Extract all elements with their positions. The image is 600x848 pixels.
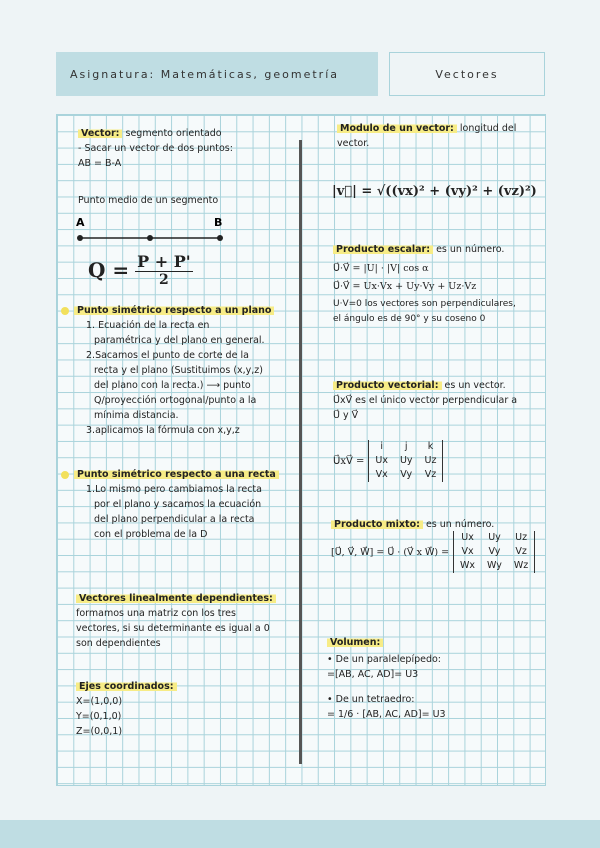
vector-line-2: AB = B-A (78, 158, 122, 169)
formula-lhs: Q = (88, 258, 130, 282)
volume-line: =[AB, AC, AD]= U3 (327, 669, 419, 680)
point-a-label: A (76, 216, 85, 229)
sym-line-line: del plano perpendicular a la recta (94, 514, 255, 525)
modulus-formula: |v⃗| = √((vx)² + (vy)² + (vz)²) (332, 184, 537, 199)
matrix-cell: Wz (513, 560, 529, 571)
dependent-line: vectores, si su determinante es igual a 0 (76, 623, 270, 634)
formula-denominator: 2 (159, 272, 169, 288)
sym-plane-line: recta y el plano (Sustituimos (x,y,z) (94, 365, 263, 376)
matrix-row (369, 454, 442, 468)
sym-line-title: Punto simétrico respecto a una recta (74, 469, 279, 480)
bullet-dot-plane (61, 307, 69, 315)
volume-line: • De un paralelepípedo: (327, 654, 441, 665)
sym-line-section (74, 467, 279, 542)
volume-title: Volumen: (327, 637, 383, 648)
column-divider (299, 140, 302, 764)
dot-title: Producto escalar: (333, 244, 433, 255)
mixed-title: Producto mixto: (331, 519, 423, 530)
modulus-title: Modulo de un vector: (337, 123, 457, 134)
volume-line: • De un tetraedro: (327, 694, 415, 705)
vector-line-1: - Sacar un vector de dos puntos: (78, 143, 233, 154)
matrix-row (454, 545, 534, 559)
subject-header (56, 52, 378, 96)
matrix-cell: Ux (375, 455, 388, 466)
cross-lhs: U⃗xV⃗ = (333, 455, 365, 467)
cross-product-section (333, 378, 517, 423)
matrix-row (369, 440, 442, 454)
mixed-formula (331, 531, 535, 573)
dependent-title: Vectores linealmente dependientes: (76, 593, 276, 604)
cross-formula (333, 440, 443, 482)
dot-line: U⃗·V⃗ = |U| · |V| cos α (333, 263, 429, 274)
dot-line: U·V=0 los vectores son perpendiculares, (333, 299, 516, 309)
topic-header (389, 52, 545, 96)
matrix-cell: Vy (488, 546, 501, 557)
cross-line: U⃗xV⃗ es el único vector perpendicular a (333, 395, 518, 406)
bottom-bar (0, 820, 600, 848)
cross-desc: es un vector. (444, 380, 506, 391)
sym-plane-line: 3.aplicamos la fórmula con x,y,z (86, 425, 240, 436)
matrix-cell: Vz (515, 546, 527, 557)
dot-line: el ángulo es de 90° y su coseno 0 (333, 314, 486, 324)
point-b-label: B (214, 216, 223, 229)
dot-desc: es un número. (436, 244, 505, 255)
vector-title: Vector: (78, 128, 122, 139)
matrix-row (454, 531, 534, 545)
vector-section (78, 126, 233, 171)
mixed-desc: es un número. (425, 519, 495, 530)
matrix-row (454, 559, 534, 573)
midpoint-label: Punto medio de un segmento (78, 195, 219, 206)
dot-line: U⃗·V⃗ = Ux·Vx + Uy·Vy + Uz·Vz (333, 281, 477, 292)
matrix-cell: Vy (400, 469, 413, 480)
sym-plane-line: paramétrica y del plano en general. (94, 335, 265, 346)
mixed-matrix (453, 531, 535, 573)
sym-plane-line: 1. Ecuación de la recta en (86, 320, 210, 331)
segment-diagram (74, 214, 234, 248)
sym-line-line: con el problema de la D (94, 529, 208, 540)
point-b (217, 235, 223, 241)
axes-line: Y=(0,1,0) (76, 711, 122, 722)
modulus-desc-2: vector. (337, 138, 370, 149)
sym-plane-title: Punto simétrico respecto a un plano (74, 305, 274, 316)
sym-line-line: por el plano y sacamos la ecuación (94, 499, 262, 510)
point-a (77, 235, 83, 241)
vector-desc: segmento orientado (125, 128, 222, 139)
matrix-cell: Vz (424, 469, 437, 480)
cross-line: U⃗ y V⃗ (333, 410, 359, 421)
matrix-cell: Wx (460, 560, 476, 571)
cross-matrix (368, 440, 443, 482)
mixed-lhs: [U⃗, V⃗, W⃗] = U⃗ · (V⃗ x W⃗) = (331, 546, 450, 558)
sym-plane-line: Q/proyección ortogonal/punto a la (94, 395, 257, 406)
matrix-cell: j (404, 441, 408, 452)
matrix-cell: Wy (487, 560, 502, 571)
matrix-cell: i (380, 441, 383, 452)
bullet-dot-line (61, 471, 69, 479)
matrix-cell: Uz (515, 532, 528, 543)
matrix-cell: Uy (399, 455, 413, 466)
matrix-cell: k (427, 441, 434, 452)
volume-section (327, 635, 446, 722)
modulus-desc: longitud del (459, 123, 517, 134)
modulus-section (337, 121, 516, 151)
midpoint (147, 235, 153, 241)
axes-line: X=(1,0,0) (76, 696, 123, 707)
formula-fraction (135, 252, 193, 288)
axes-section (76, 679, 177, 739)
mixed-product-section (331, 517, 494, 532)
dependent-section (76, 591, 276, 651)
matrix-row (369, 468, 442, 482)
matrix-cell: Vx (461, 546, 474, 557)
axes-title: Ejes coordinados: (76, 681, 177, 692)
topic-text: Vectores (435, 67, 499, 81)
matrix-cell: Ux (461, 532, 474, 543)
axes-line: Z=(0,0,1) (76, 726, 123, 737)
dot-product-section (333, 242, 516, 327)
volume-line: = 1/6 · [AB, AC, AD]= U3 (327, 709, 446, 720)
formula-numerator: P + P' (137, 252, 191, 271)
subject-text: Asignatura: Matemáticas, geometría (70, 67, 340, 81)
sym-plane-line: mínima distancia. (94, 410, 179, 421)
matrix-cell: Uz (424, 455, 437, 466)
cross-title: Producto vectorial: (333, 380, 442, 391)
matrix-cell: Uy (488, 532, 501, 543)
sym-plane-section (74, 303, 274, 438)
sym-plane-line: 2.Sacamos el punto de corte de la (86, 350, 249, 361)
sym-line-line: 1.Lo mismo pero cambiamos la recta (86, 484, 262, 495)
matrix-cell: Vx (375, 469, 388, 480)
dependent-line: son dependientes (76, 638, 161, 649)
midpoint-formula (88, 252, 193, 288)
dependent-line: formamos una matriz con los tres (76, 608, 236, 619)
sym-plane-line: del plano con la recta.) ⟶ punto (94, 380, 251, 391)
